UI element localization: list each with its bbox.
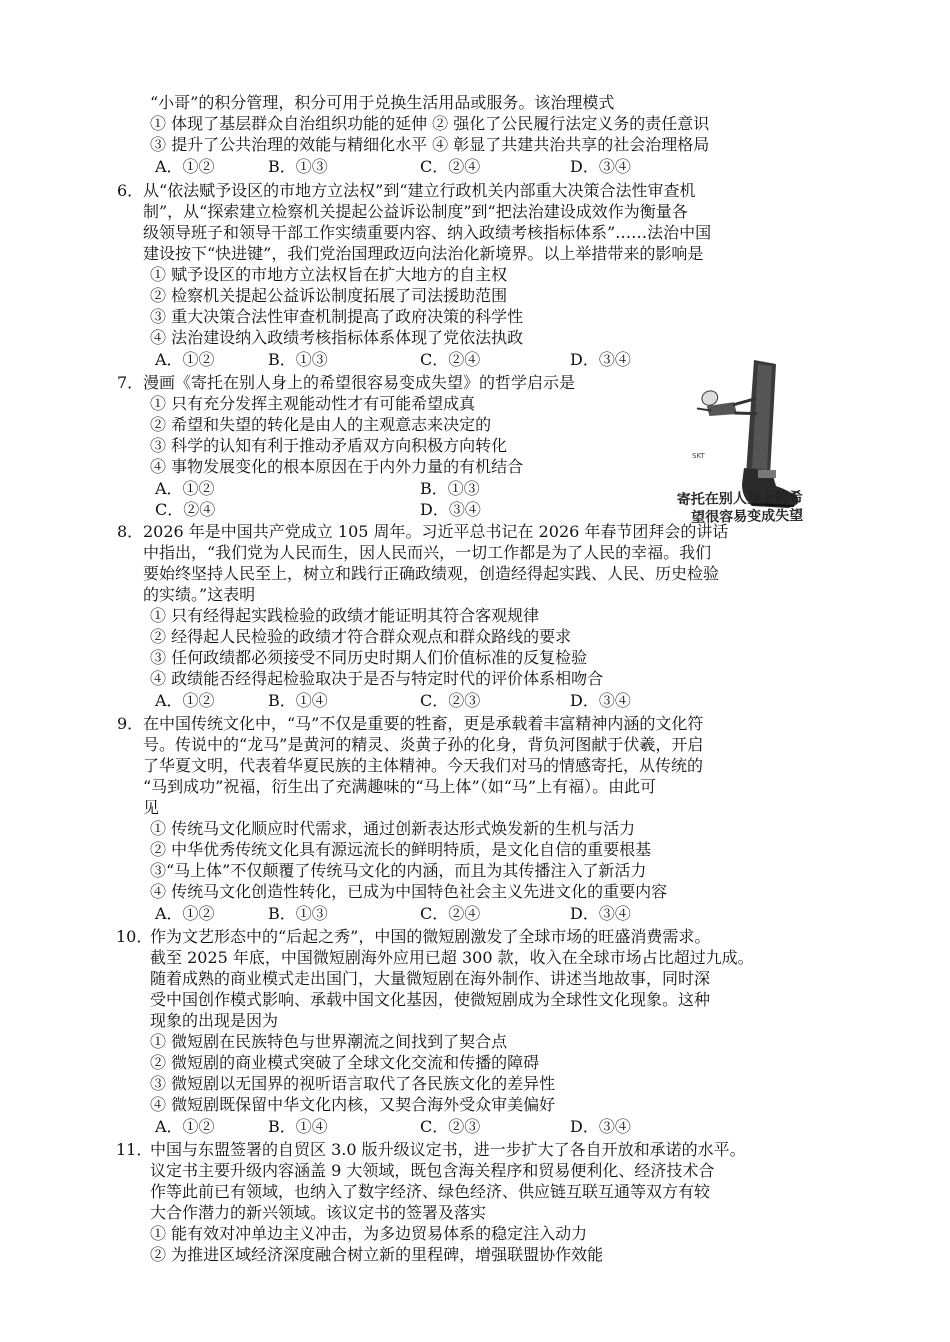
question-number: 8． [117, 522, 144, 541]
question-number: 11． [116, 1140, 153, 1159]
option-line: ② 中华优秀传统文化具有源远流长的鲜明特质，是文化自信的重要根基 [150, 840, 652, 859]
text-line: 随着成熟的商业模式走出国门，大量微短剧在海外制作、讲述当地故事，同时深 [150, 969, 711, 988]
answer-option: C．②④ [420, 350, 481, 369]
option-line: ④ 传统马文化创造性转化，已成为中国特色社会主义先进文化的重要内容 [150, 882, 668, 901]
text-line: “马到成功”祝福，衍生出了充满趣味的“马上体”（如“马”上有福）。由此可 [143, 777, 657, 796]
answer-option: C．②③ [420, 691, 481, 710]
question-number: 10． [116, 927, 153, 946]
option-line: ③ 任何政绩都必须接受不同历史时期人们价值标准的反复检验 [150, 648, 588, 667]
option-line: ③ 微短剧以无国界的视听语言取代了各民族文化的差异性 [150, 1074, 556, 1093]
text-line: 受中国创作模式影响、承载中国文化基因，使微短剧成为全球性文化现象。这种 [150, 990, 711, 1009]
option-line: ① 赋予设区的市地方立法权旨在扩大地方的自主权 [150, 265, 508, 284]
text-line: 了华夏文明，代表着华夏民族的主体精神。今天我们对马的情感寄托，从传统的 [143, 756, 704, 775]
option-line: ② 经得起人民检验的政绩才符合群众观点和群众路线的要求 [150, 627, 572, 646]
answer-option: A．①② [155, 904, 215, 923]
cartoon-caption-line: 寄托在别人身上的希 望很容易变成失望 [676, 489, 804, 526]
text-line: 要始终坚持人民至上，树立和践行正确政绩观，创造经得起实践、人民、历史检验 [143, 564, 720, 583]
question-number: 6． [117, 181, 144, 200]
answer-option: B．①③ [268, 350, 328, 369]
option-line: ② 微短剧的商业模式突破了全球文化交流和传播的障碍 [150, 1053, 540, 1072]
answer-option: A．①② [155, 1117, 215, 1136]
text-line: 截至 2025 年底，中国微短剧海外应用已超 300 款，收入在全球市场占比超过九成。 [150, 948, 754, 967]
option-line: ① 只有充分发挥主观能动性才有可能希望成真 [150, 394, 476, 413]
text-line: 从“依法赋予设区的市地方立法权”到“建立行政机关内部重大决策合法性审查机 [143, 181, 696, 200]
text-line: 中国与东盟签署的自贸区 3.0 版升级议定书，进一步扩大了各自开放和承诺的水平。 [150, 1140, 746, 1159]
option-line: ③“马上体”不仅颠覆了传统马文化的内涵，而且为其传播注入了新活力 [150, 861, 647, 880]
option-line: ② 检察机关提起公益诉讼制度拓展了司法援助范围 [150, 286, 508, 305]
answer-option: B．①③ [268, 157, 328, 176]
text-line: 漫画《寄托在别人身上的希望很容易变成失望》的哲学启示是 [143, 373, 576, 392]
answer-option: A．①② [155, 691, 215, 710]
answer-option: D．③④ [570, 904, 631, 923]
answer-option: C．②④ [420, 157, 481, 176]
text-line: 大合作潜力的新兴领域。该议定书的签署及落实 [150, 1203, 487, 1222]
option-line: ③ 提升了公共治理的效能与精细化水平 ④ 彰显了共建共治共享的社会治理格局 [150, 135, 710, 154]
option-line: ① 传统马文化顺应时代需求，通过创新表达形式焕发新的生机与活力 [150, 819, 636, 838]
text-line: 议定书主要升级内容涵盖 9 大领域，既包含海关程序和贸易便利化、经济技术合 [150, 1161, 715, 1180]
option-line: ① 体现了基层群众自治组织功能的延伸 ② 强化了公民履行法定义务的责任意识 [150, 114, 710, 133]
option-line: ④ 法治建设纳入政绩考核指标体系体现了党依法执政 [150, 328, 524, 347]
answer-option: B．①④ [268, 691, 328, 710]
question-number: 9． [117, 714, 144, 733]
text-line: 作等此前已有领域，也纳入了数字经济、绿色经济、供应链互联互通等双方有较 [150, 1182, 711, 1201]
answer-option: B．①③ [268, 904, 328, 923]
text-line: 2026 年是中国共产党成立 105 周年。习近平总书记在 2026 年春节团拜会的讲话 [143, 522, 729, 541]
answer-option: D．③④ [570, 157, 631, 176]
answer-option: D．③④ [420, 500, 481, 519]
text-line: 级领导班子和领导干部工作实绩重要内容、纳入政绩考核指标体系”……法治中国 [143, 223, 712, 242]
option-line: ① 微短剧在民族特色与世界潮流之间找到了契合点 [150, 1032, 508, 1051]
text-line: “小哥”的积分管理，积分可用于兑换生活用品或服务。该治理模式 [150, 93, 615, 112]
option-line: ④ 事物发展变化的根本原因在于内外力量的有机结合 [150, 457, 524, 476]
option-line: ④ 政绩能否经得起检验取决于是否与特定时代的评价体系相吻合 [150, 669, 604, 688]
answer-option: A．①② [155, 157, 215, 176]
option-line: ① 只有经得起实践检验的政绩才能证明其符合客观规律 [150, 606, 540, 625]
answer-option: A．①② [155, 479, 215, 498]
answer-option: B．①③ [420, 479, 480, 498]
text-line: 作为文艺形态中的“后起之秀”，中国的微短剧激发了全球市场的旺盛消费需求。 [150, 927, 711, 946]
text-line: 中指出，“我们党为人民而生，因人民而兴，一切工作都是为了人民的幸福。我们 [143, 543, 712, 562]
answer-option: D．③④ [570, 1117, 631, 1136]
answer-option: C．②③ [420, 1117, 481, 1136]
answer-option: A．①② [155, 350, 215, 369]
option-line: ② 为推进区域经济深度融合树立新的里程碑，增强联盟协作效能 [150, 1245, 604, 1264]
question-number: 7． [117, 373, 144, 392]
option-line: ④ 微短剧既保留中华文化内核，又契合海外受众审美偏好 [150, 1095, 556, 1114]
text-line: 现象的出现是因为 [150, 1011, 279, 1030]
text-line: 见 [143, 798, 160, 817]
option-line: ③ 重大决策合法性审查机制提高了政府决策的科学性 [150, 307, 524, 326]
option-line: ① 能有效对冲单边主义冲击，为多边贸易体系的稳定注入动力 [150, 1224, 588, 1243]
text-line: 制”，从“探索建立检察机关提起公益诉讼制度”到“把法治建设成效作为衡量各 [143, 202, 688, 221]
text-line: 在中国传统文化中，“马”不仅是重要的牲畜，更是承载着丰富精神内涵的文化符 [143, 714, 704, 733]
answer-option: B．①④ [268, 1117, 328, 1136]
answer-option: C．②④ [420, 904, 481, 923]
svg-text:SKT: SKT [692, 452, 705, 460]
answer-option: C．②④ [155, 500, 216, 519]
option-line: ③ 科学的认知有利于推动矛盾双方向积极方向转化 [150, 436, 508, 455]
text-line: 号。传说中的“龙马”是黄河的精灵、炎黄子孙的化身，背负河图献于伏羲，开启 [143, 735, 704, 754]
answer-option: D．③④ [570, 691, 631, 710]
answer-option: D．③④ [570, 350, 631, 369]
cartoon-caption [677, 489, 804, 527]
text-line: 建设按下“快进键”，我们党治国理政迈向法治化新境界。以上举措带来的影响是 [143, 244, 704, 263]
option-line: ② 希望和失望的转化是由人的主观意志来决定的 [150, 415, 492, 434]
text-line: 的实绩。”这表明 [143, 585, 256, 604]
